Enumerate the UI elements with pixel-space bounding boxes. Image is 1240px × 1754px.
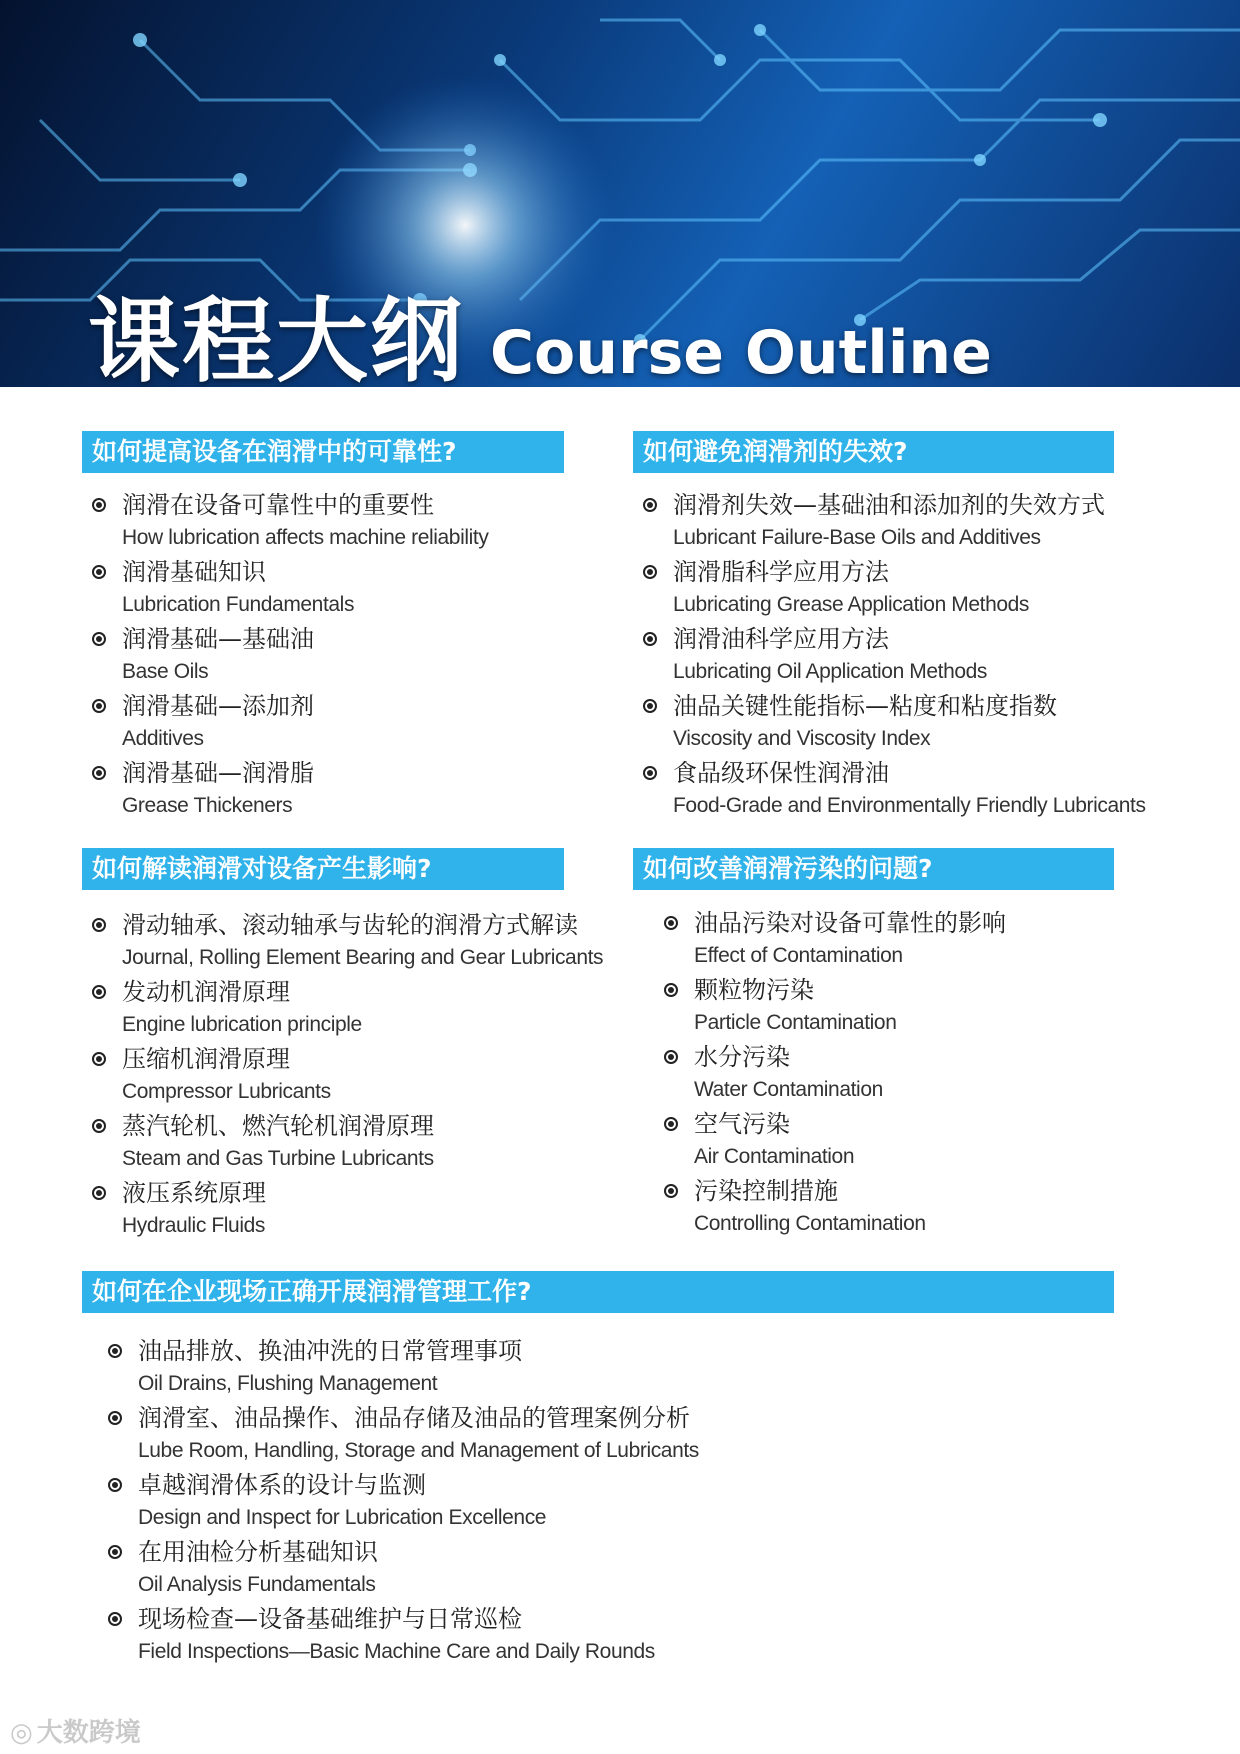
item-title-en: Lubrication Fundamentals	[122, 593, 355, 616]
item-title-en: Base Oils	[122, 660, 209, 683]
watermark-text: 大数跨境	[36, 1718, 141, 1748]
item-title-zh: 润滑在设备可靠性中的重要性	[122, 491, 434, 519]
item-title-en: How lubrication affects machine reliability	[122, 526, 489, 549]
bullet-icon	[92, 699, 106, 713]
item-title-en: Controlling Contamination	[694, 1212, 926, 1235]
bullet-icon	[92, 498, 106, 512]
item-title-en: Oil Analysis Fundamentals	[138, 1573, 376, 1596]
item-title-en: Viscosity and Viscosity Index	[673, 727, 931, 750]
item-title-en: Air Contamination	[694, 1145, 855, 1168]
item-title-zh: 水分污染	[694, 1043, 790, 1071]
item-title-zh: 压缩机润滑原理	[122, 1045, 290, 1073]
section-heading: 如何解读润滑对设备产生影响?	[82, 848, 564, 890]
section-heading: 如何提高设备在润滑中的可靠性?	[82, 431, 564, 473]
item-title-zh: 润滑基础—基础油	[122, 625, 314, 653]
bullet-icon	[92, 632, 106, 646]
bullet-icon	[643, 498, 657, 512]
item-title-en: Particle Contamination	[694, 1011, 897, 1034]
bullet-icon	[664, 916, 678, 930]
bullet-icon	[92, 1052, 106, 1066]
title-english: Course Outline	[490, 318, 992, 387]
item-title-zh: 油品关键性能指标—粘度和粘度指数	[673, 692, 1057, 720]
item-title-zh: 现场检查—设备基础维护与日常巡检	[138, 1605, 522, 1633]
item-title-en: Additives	[122, 727, 204, 750]
item-title-zh: 卓越润滑体系的设计与监测	[138, 1471, 426, 1499]
watermark	[10, 1712, 141, 1749]
bullet-icon	[92, 565, 106, 579]
item-title-zh: 空气污染	[694, 1110, 790, 1138]
bullet-icon	[92, 766, 106, 780]
item-title-en: Design and Inspect for Lubrication Excellence	[138, 1506, 547, 1529]
bullet-icon	[664, 983, 678, 997]
item-title-en: Hydraulic Fluids	[122, 1214, 265, 1237]
item-title-zh: 颗粒物污染	[694, 976, 814, 1004]
bullet-icon	[643, 699, 657, 713]
bullet-icon	[643, 632, 657, 646]
item-title-zh: 润滑室、油品操作、油品存储及油品的管理案例分析	[138, 1404, 690, 1432]
item-title-en: Grease Thickeners	[122, 794, 293, 817]
item-title-zh: 润滑剂失效—基础油和添加剂的失效方式	[673, 491, 1105, 519]
bullet-icon	[92, 985, 106, 999]
page-title	[88, 268, 992, 387]
bullet-icon	[92, 918, 106, 932]
title-chinese: 课程大纲	[88, 288, 465, 387]
item-title-zh: 发动机润滑原理	[122, 978, 290, 1006]
bullet-icon	[92, 1119, 106, 1133]
item-title-zh: 油品排放、换油冲洗的日常管理事项	[138, 1337, 522, 1365]
item-title-zh: 在用油检分析基础知识	[138, 1538, 378, 1566]
bullet-icon	[643, 565, 657, 579]
item-title-en: Food-Grade and Environmentally Friendly Lubricants	[673, 794, 1146, 817]
item-title-en: Oil Drains, Flushing Management	[138, 1372, 438, 1395]
item-title-en: Lubricating Grease Application Methods	[673, 593, 1030, 616]
item-title-zh: 润滑基础—润滑脂	[122, 759, 314, 787]
item-title-zh: 油品污染对设备可靠性的影响	[694, 909, 1006, 937]
bullet-icon	[643, 766, 657, 780]
item-title-en: Compressor Lubricants	[122, 1080, 331, 1103]
item-title-en: Journal, Rolling Element Bearing and Gear Lubricants	[122, 946, 604, 969]
item-title-zh: 污染控制措施	[694, 1177, 838, 1205]
item-title-en: Water Contamination	[694, 1078, 883, 1101]
bullet-icon	[664, 1050, 678, 1064]
item-title-zh: 滑动轴承、滚动轴承与齿轮的润滑方式解读	[122, 911, 578, 939]
header-banner	[0, 0, 1240, 387]
item-title-en: Lube Room, Handling, Storage and Management of Lubricants	[138, 1439, 699, 1462]
item-title-en: Lubricant Failure-Base Oils and Additives	[673, 526, 1041, 549]
item-title-en: Lubricating Oil Application Methods	[673, 660, 988, 683]
item-title-en: Field Inspections—Basic Machine Care and Daily Rounds	[138, 1640, 655, 1663]
section-heading: 如何在企业现场正确开展润滑管理工作?	[82, 1271, 1114, 1313]
item-title-zh: 液压系统原理	[122, 1179, 266, 1207]
bullet-icon	[664, 1184, 678, 1198]
bullet-icon	[108, 1612, 122, 1626]
item-title-zh: 润滑脂科学应用方法	[673, 558, 889, 586]
item-title-en: Engine lubrication principle	[122, 1013, 362, 1036]
item-title-zh: 润滑基础—添加剂	[122, 692, 314, 720]
bullet-icon	[108, 1344, 122, 1358]
bullet-icon	[108, 1411, 122, 1425]
section-heading: 如何避免润滑剂的失效?	[633, 431, 1114, 473]
item-title-zh: 润滑基础知识	[122, 558, 266, 586]
bullet-icon	[108, 1478, 122, 1492]
camera-logo-icon: ◎	[10, 1718, 33, 1748]
section-heading: 如何改善润滑污染的问题?	[633, 848, 1114, 890]
bullet-icon	[664, 1117, 678, 1131]
item-title-zh: 润滑油科学应用方法	[673, 625, 889, 653]
bullet-icon	[108, 1545, 122, 1559]
bullet-icon	[92, 1186, 106, 1200]
item-title-en: Steam and Gas Turbine Lubricants	[122, 1147, 434, 1170]
item-title-zh: 食品级环保性润滑油	[673, 759, 889, 787]
item-title-en: Effect of Contamination	[694, 944, 903, 967]
item-title-zh: 蒸汽轮机、燃汽轮机润滑原理	[122, 1112, 434, 1140]
